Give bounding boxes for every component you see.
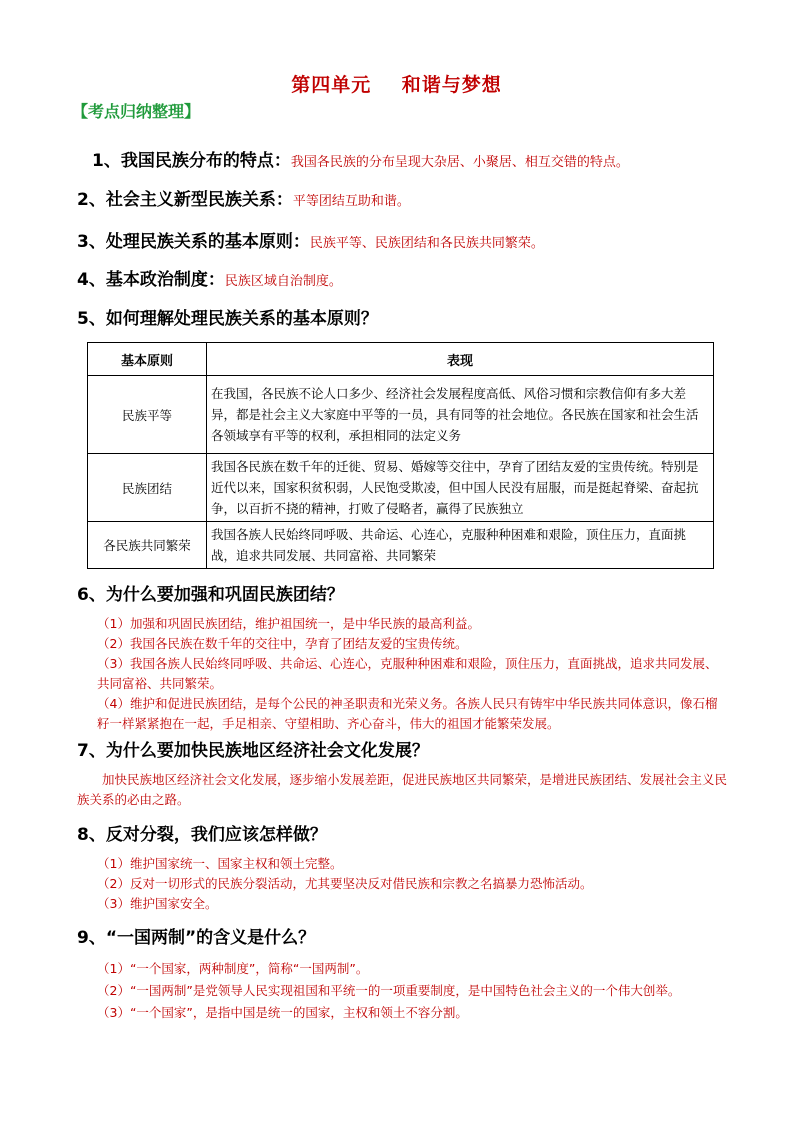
question-9-label: 9、“一国两制”的含义是什么？ [77,928,316,948]
table-cell-detail: 我国各族人民始终同呼吸、共命运、心连心，克服种种困难和艰险，顶住压力，直面挑战，追求共同发展、共同富裕、共同繁荣 [207,522,714,569]
table-cell-detail: 在我国，各民族不论人口多少、经济社会发展程度高低、风俗习惯和宗教信仰有多大差异，都是社会主义大家庭中平等的一员，具有同等的社会地位。各民族在国家和社会生活各领域享有平等的权利，承担相同的法定义务 [207,376,714,454]
list-item: （3）我国各族人民始终同呼吸、共命运、心连心，克服种种困难和艰险，顶住压力，直面挑战，追求共同发展、共同富裕、共同繁荣。 [97,656,718,691]
table-row [88,522,714,569]
principles-table [87,342,714,569]
list-item: （4）维护和促进民族团结，是每个公民的神圣职责和光荣义务。各族人民只有铸牢中华民族共同体意识，像石榴籽一样紧紧抱在一起，手足相亲、守望相助、齐心奋斗，伟大的祖国才能繁荣发展。 [97,696,718,731]
question-8-answers [97,854,727,914]
question-7 [77,736,429,761]
table-cell-principle: 民族团结 [88,454,207,522]
list-item: （3）“一个国家”，是指中国是统一的国家，主权和领土不容分割。 [97,1005,468,1020]
list-item: （1）加强和巩固民族团结，维护祖国统一，是中华民族的最高利益。 [97,616,480,631]
question-6-label: 6、为什么要加强和巩固民族团结？ [77,585,344,605]
section-tag: 【考点归纳整理】 [72,102,201,121]
list-item: （2）反对一切形式的民族分裂活动，尤其要坚决反对借民族和宗教之名搞暴力恐怖活动。 [97,876,593,891]
table-header-detail: 表现 [207,343,714,376]
table-header-row [88,343,714,376]
question-1-label: 1、我国民族分布的特点： [92,151,291,171]
question-7-answer: 加快民族地区经济社会文化发展，逐步缩小发展差距，促进民族地区共同繁荣，是增进民族团结、发展社会主义民族关系的必由之路。 [77,772,728,807]
list-item: （3）维护国家安全。 [97,896,218,911]
page-title: 第四单元 和谐与梦想 [291,74,502,96]
list-item: （2）我国各民族在数千年的交往中，孕育了团结友爱的宝贵传统。 [97,636,468,651]
list-item: （1）“一个国家，两种制度”，简称“一国两制”。 [97,961,369,976]
table-header-principle: 基本原则 [88,343,207,376]
question-2-label: 2、社会主义新型民族关系： [77,190,293,210]
question-4 [77,265,342,290]
question-1-answer: 我国各民族的分布呈现大杂居、小聚居、相互交错的特点。 [290,155,629,170]
question-6-answers [97,614,727,734]
table-cell-principle: 各民族共同繁荣 [88,522,207,569]
question-4-answer: 民族区域自治制度。 [224,274,342,289]
question-2 [77,185,410,210]
table-row [88,376,714,454]
question-3-answer: 民族平等、民族团结和各民族共同繁荣。 [309,236,544,251]
question-4-label: 4、基本政治制度： [77,270,225,290]
question-3 [77,227,544,252]
question-8 [77,820,327,845]
question-5 [77,304,378,329]
table-cell-detail: 我国各民族在数千年的迁徙、贸易、婚嫁等交往中，孕育了团结友爱的宝贵传统。特别是近代以来，国家积贫积弱，人民饱受欺凌，但中国人民没有屈服，而是挺起脊梁、奋起抗争，以百折不挠的精神，打败了侵略者，赢得了民族独立 [207,454,714,522]
list-item: （1）维护国家统一、国家主权和领土完整。 [97,856,343,871]
question-7-label: 7、为什么要加快民族地区经济社会文化发展？ [77,741,429,761]
question-9 [77,923,315,948]
question-8-label: 8、反对分裂，我们应该怎样做？ [77,825,327,845]
question-3-label: 3、处理民族关系的基本原则： [77,232,310,252]
list-item: （2）“一国两制”是党领导人民实现祖国和平统一的一项重要制度，是中国特色社会主义的一个伟大创举。 [97,983,681,998]
table-row [88,454,714,522]
question-6 [77,580,344,605]
question-2-answer: 平等团结互助和谐。 [292,194,410,209]
table-cell-principle: 民族平等 [88,376,207,454]
question-1 [92,146,629,171]
question-9-answers [97,958,727,1024]
question-5-label: 5、如何理解处理民族关系的基本原则？ [77,309,378,329]
